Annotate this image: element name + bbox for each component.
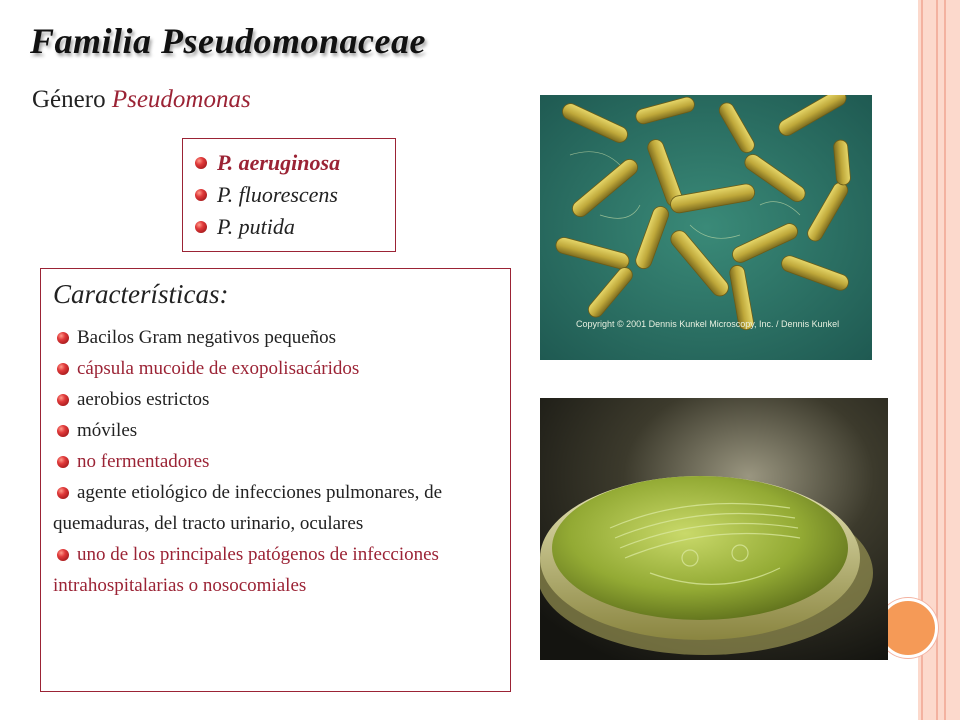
species-name: P. fluorescens [217, 182, 338, 207]
bullet-icon [57, 425, 69, 437]
bullet-icon [57, 363, 69, 375]
copyright-text: Copyright © 2001 Dennis Kunkel Microscopy, Inc. / Dennis Kunkel [576, 319, 840, 329]
characteristic-item [53, 446, 502, 477]
bullet-icon [57, 332, 69, 344]
genus-line [32, 86, 251, 114]
characteristics-heading: Características: [53, 279, 229, 309]
bullet-icon [195, 157, 207, 169]
characteristic-item [53, 353, 502, 384]
bullet-icon [57, 487, 69, 499]
bacteria-microscopy-image [540, 95, 872, 360]
characteristic-item [53, 415, 502, 446]
species-item [195, 211, 395, 243]
species-item [195, 179, 395, 211]
characteristics-box [40, 268, 511, 692]
bullet-icon [195, 189, 207, 201]
characteristic-text: no fermentadores [77, 451, 210, 472]
petri-dish-image [540, 398, 888, 660]
bacteria-illustration [540, 95, 872, 360]
species-name: P. aeruginosa [217, 150, 341, 175]
border-line [936, 0, 938, 720]
characteristic-text: móviles [77, 420, 138, 441]
petri-dish-illustration [540, 398, 888, 660]
characteristic-text: Bacilos Gram negativos pequeños [77, 327, 337, 348]
genus-label: Género [32, 86, 106, 113]
characteristic-text: aerobios estrictos [77, 389, 210, 410]
characteristic-text: uno de los principales patógenos de infecciones intrahospitalarias o nosocomiales [53, 544, 439, 596]
species-list [182, 138, 396, 252]
characteristic-text: cápsula mucoide de exopolisacáridos [77, 358, 360, 379]
bullet-icon [195, 221, 207, 233]
species-item [195, 147, 395, 179]
characteristic-item [53, 539, 502, 601]
characteristic-item [53, 477, 502, 539]
genus-name: Pseudomonas [111, 86, 251, 113]
characteristic-item [53, 384, 502, 415]
slide-title: Familia Pseudomonaceae [30, 21, 426, 61]
bullet-icon [57, 456, 69, 468]
species-name: P. putida [217, 214, 295, 239]
characteristic-item [53, 322, 502, 353]
characteristic-text: agente etiológico de infecciones pulmonares, de quemaduras, del tracto urinario, oculares [53, 482, 443, 534]
bullet-icon [57, 394, 69, 406]
border-line [944, 0, 946, 720]
bullet-icon [57, 549, 69, 561]
